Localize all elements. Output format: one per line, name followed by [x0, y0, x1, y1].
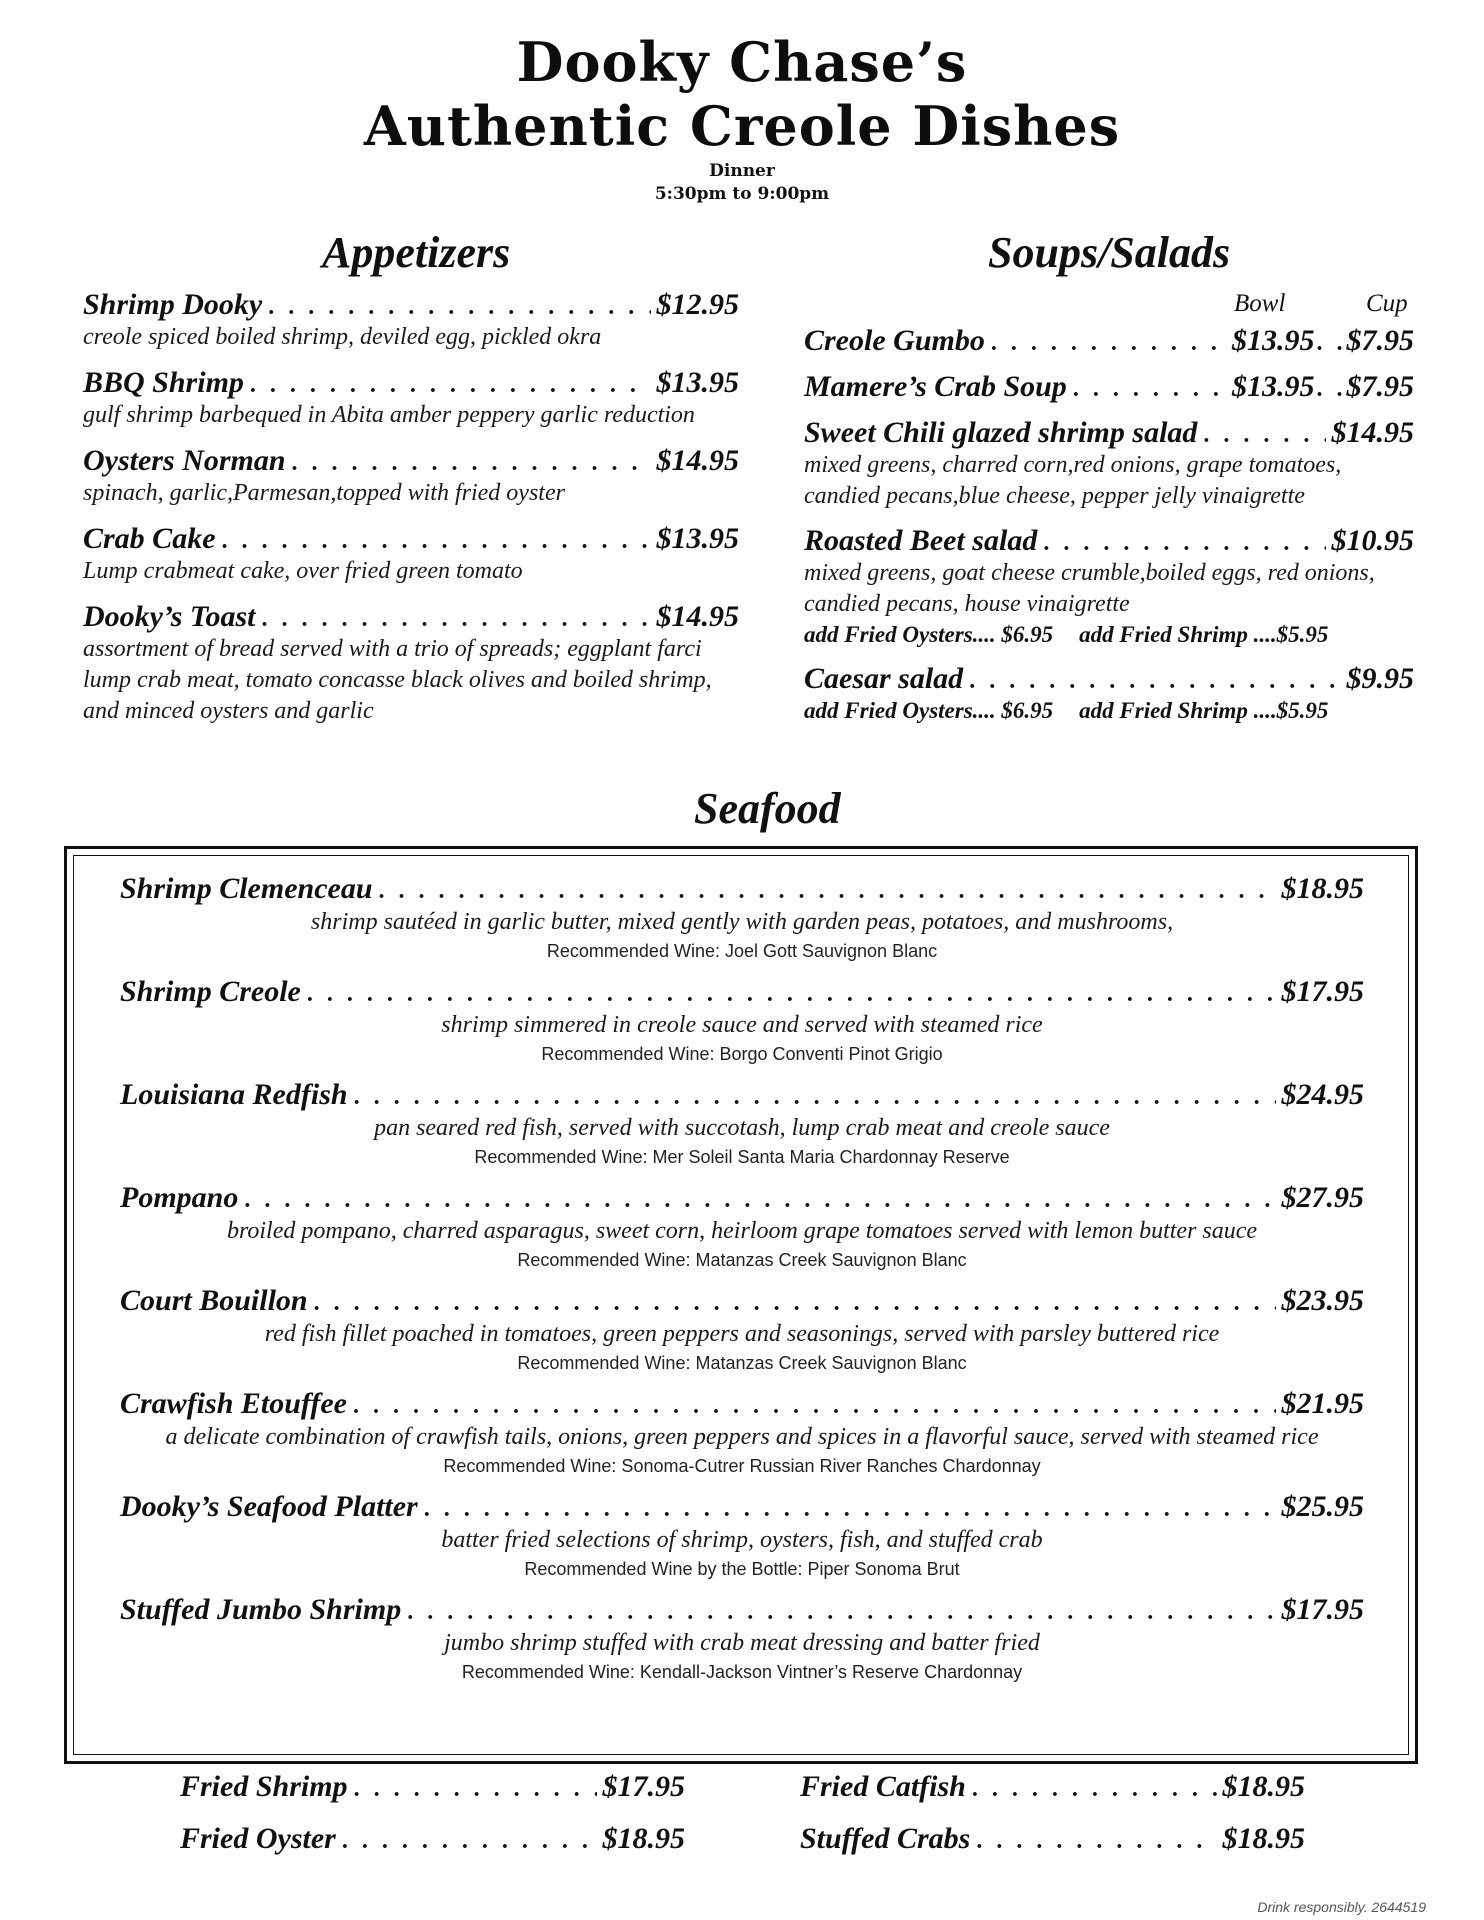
menu-row [120, 1078, 1364, 1112]
appetizer-item [83, 444, 739, 509]
dot-leader [424, 1497, 1276, 1521]
item-name: Louisiana Redfish [120, 1078, 348, 1111]
item-description: and minced oysters and garlic [83, 698, 374, 724]
item-name: Fried Shrimp [180, 1770, 348, 1803]
dot-leader [354, 1085, 1276, 1109]
dot-leader [1043, 531, 1325, 555]
item-price: $10.95 [1331, 524, 1414, 557]
item-name: Creole Gumbo [804, 324, 985, 357]
wine-recommendation: Recommended Wine: Joel Gott Sauvignon Blanc [546, 941, 938, 961]
dot-leader [976, 1829, 1216, 1853]
item-description: spinach, garlic,Parmesan,topped with fried oyster [83, 480, 565, 506]
seafood-item [120, 1181, 1364, 1272]
item-description: a delicate combination of crawfish tails, onions, green peppers and spices in a flavorful sauce, served with steamed rice [165, 1424, 1319, 1450]
item-price: $9.95 [1346, 662, 1414, 695]
fried-item [180, 1822, 685, 1874]
item-name: Roasted Beet salad [804, 524, 1038, 557]
fried-item [180, 1770, 685, 1822]
dot-leader [1317, 377, 1345, 401]
item-description: lump crab meat, tomato concasse black olives and boiled shrimp, [83, 667, 712, 693]
dot-leader [969, 669, 1340, 693]
item-description: mixed greens, charred corn,red onions, grape tomatoes, [804, 452, 1342, 478]
item-price: $24.95 [1281, 1078, 1364, 1111]
menu-row [804, 324, 1414, 358]
fried-item [800, 1770, 1305, 1822]
soups-salads-list [804, 324, 1414, 726]
addon-option: add Fried Oysters.... $6.95 [804, 622, 1054, 647]
item-price-cup: $7.95 [1346, 324, 1414, 357]
item-name: Fried Catfish [800, 1770, 966, 1803]
item-description: candied pecans,blue cheese, pepper jelly vinaigrette [804, 483, 1305, 509]
item-description: shrimp sautéed in garlic butter, mixed gently with garden peas, potatoes, and mushrooms, [310, 909, 1174, 935]
item-price: $21.95 [1281, 1387, 1364, 1420]
item-price: $14.95 [1331, 416, 1414, 449]
dot-leader [991, 331, 1226, 355]
seafood-item [120, 1284, 1364, 1375]
fried-item [800, 1822, 1305, 1874]
soups-salads-section [804, 284, 1414, 738]
wine-recommendation: Recommended Wine: Matanzas Creek Sauvignon Blanc [517, 1250, 967, 1270]
item-price: $18.95 [1222, 1770, 1305, 1803]
menu-row [120, 1387, 1364, 1421]
item-name: Crawfish Etouffee [120, 1387, 347, 1420]
item-price: $27.95 [1281, 1181, 1364, 1214]
item-name: Caesar salad [804, 662, 964, 695]
seafood-item [120, 975, 1364, 1066]
meal-label: Dinner [709, 161, 775, 181]
item-name: BBQ Shrimp [83, 366, 244, 399]
addon-option: add Fried Shrimp ....$5.95 [1079, 622, 1329, 647]
item-price: $23.95 [1281, 1284, 1364, 1317]
appetizer-item [83, 522, 739, 587]
item-description: gulf shrimp barbequed in Abita amber peppery garlic reduction [83, 402, 695, 428]
seafood-list [120, 872, 1364, 1696]
appetizer-item [83, 366, 739, 431]
item-name: Shrimp Dooky [83, 288, 263, 321]
dot-leader [379, 879, 1276, 903]
addon-line [804, 620, 1414, 650]
menu-row [804, 662, 1414, 696]
item-price: $13.95 [1232, 370, 1315, 403]
menu-row [83, 600, 739, 634]
item-price: $17.95 [1281, 1593, 1364, 1626]
dot-leader [407, 1600, 1275, 1624]
item-description: broiled pompano, charred asparagus, sweet corn, heirloom grape tomatoes served with lemon butter sauce [226, 1218, 1258, 1244]
item-price-cup: $7.95 [1346, 370, 1414, 403]
item-name: Fried Oyster [180, 1822, 336, 1855]
bowl-label: Bowl [1234, 290, 1286, 317]
seafood-heading: Seafood [694, 784, 841, 833]
menu-row [120, 1284, 1364, 1318]
item-price: $18.95 [1222, 1822, 1305, 1855]
item-description: batter fried selections of shrimp, oysters, fish, and stuffed crab [441, 1527, 1043, 1553]
menu-row [120, 1593, 1364, 1627]
wine-recommendation: Recommended Wine: Mer Soleil Santa Maria Chardonnay Reserve [474, 1147, 1010, 1167]
item-description: mixed greens, goat cheese crumble,boiled eggs, red onions, [804, 560, 1375, 586]
item-price: $13.95 [656, 522, 739, 555]
dot-leader [268, 295, 650, 319]
fried-list-left [180, 1770, 685, 1874]
dot-leader [222, 529, 651, 553]
appetizer-item [83, 288, 739, 353]
dot-leader [353, 1394, 1276, 1418]
item-name: Oysters Norman [83, 444, 286, 477]
item-price: $12.95 [656, 288, 739, 321]
soup-salad-item [804, 324, 1414, 358]
menu-row [83, 366, 739, 400]
addon-option: add Fried Oysters.... $6.95 [804, 698, 1054, 723]
item-price: $14.95 [656, 444, 739, 477]
dot-leader [342, 1829, 597, 1853]
item-name: Sweet Chili glazed shrimp salad [804, 416, 1198, 449]
menu-row [83, 444, 739, 478]
soup-salad-item [804, 416, 1414, 512]
item-name: Shrimp Clemenceau [120, 872, 373, 905]
addon-option: add Fried Shrimp ....$5.95 [1079, 698, 1329, 723]
menu-row [120, 1181, 1364, 1215]
fried-list-right [800, 1770, 1305, 1874]
cup-label: Cup [1366, 290, 1408, 317]
soup-salad-item [804, 662, 1414, 726]
wine-recommendation: Recommended Wine: Sonoma-Cutrer Russian River Ranches Chardonnay [443, 1456, 1041, 1476]
seafood-item [120, 1078, 1364, 1169]
item-description: creole spiced boiled shrimp, deviled egg, pickled okra [83, 324, 602, 350]
dot-leader [250, 373, 651, 397]
item-description: pan seared red fish, served with succotash, lump crab meat and creole sauce [374, 1115, 1110, 1141]
dot-leader [1203, 423, 1325, 447]
dot-leader [1317, 331, 1345, 355]
menu-row [804, 416, 1414, 450]
menu-row [804, 524, 1414, 558]
soup-salad-item [804, 524, 1414, 650]
restaurant-name: Dooky Chase’s [516, 30, 968, 94]
item-name: Pompano [120, 1181, 239, 1214]
item-description: jumbo shrimp stuffed with crab meat dressing and batter fried [444, 1630, 1040, 1656]
item-price: $17.95 [1281, 975, 1364, 1008]
dot-leader [307, 982, 1276, 1006]
size-header [804, 284, 1414, 324]
seafood-item [120, 1387, 1364, 1478]
soup-salad-item [804, 370, 1414, 404]
service-hours: 5:30pm to 9:00pm [654, 184, 830, 204]
item-name: Stuffed Jumbo Shrimp [120, 1593, 402, 1626]
menu-row [120, 1490, 1364, 1524]
menu-title: Authentic Creole Dishes [363, 94, 1121, 158]
item-name: Crab Cake [83, 522, 216, 555]
menu-row [120, 872, 1364, 906]
dot-leader [972, 1777, 1217, 1801]
item-description: shrimp simmered in creole sauce and served with steamed rice [441, 1012, 1043, 1038]
seafood-item [120, 1490, 1364, 1581]
item-price: $13.95 [1232, 324, 1315, 357]
item-name: Court Bouillon [120, 1284, 308, 1317]
appetizers-heading: Appetizers [322, 228, 511, 277]
item-price: $18.95 [602, 1822, 685, 1855]
seafood-item [120, 1593, 1364, 1684]
menu-header [0, 30, 1484, 206]
item-name: Dooky’s Seafood Platter [120, 1490, 418, 1523]
item-description: red fish fillet poached in tomatoes, green peppers and seasonings, served with parsley buttered rice [264, 1321, 1220, 1347]
seafood-item [120, 872, 1364, 963]
item-price: $14.95 [656, 600, 739, 633]
item-name: Mamere’s Crab Soup [804, 370, 1067, 403]
item-name: Shrimp Creole [120, 975, 301, 1008]
addon-line [804, 696, 1414, 726]
dot-leader [354, 1777, 597, 1801]
wine-recommendation: Recommended Wine by the Bottle: Piper Sonoma Brut [524, 1559, 960, 1579]
item-price: $13.95 [656, 366, 739, 399]
item-name: Dooky’s Toast [83, 600, 256, 633]
dot-leader [292, 451, 651, 475]
footer-note: Drink responsibly. 2644519 [1257, 1899, 1426, 1915]
menu-row [83, 288, 739, 322]
menu-row [120, 975, 1364, 1009]
soups-salads-heading: Soups/Salads [988, 228, 1231, 277]
wine-recommendation: Recommended Wine: Matanzas Creek Sauvignon Blanc [517, 1353, 967, 1373]
dot-leader [262, 607, 651, 631]
item-description: candied pecans, house vinaigrette [804, 591, 1130, 617]
dot-leader [244, 1188, 1275, 1212]
menu-row [804, 370, 1414, 404]
wine-recommendation: Recommended Wine: Kendall-Jackson Vintner’s Reserve Chardonnay [461, 1662, 1023, 1682]
dot-leader [1073, 377, 1226, 401]
item-name: Stuffed Crabs [800, 1822, 971, 1855]
item-description: Lump crabmeat cake, over fried green tomato [83, 558, 523, 584]
item-price: $17.95 [602, 1770, 685, 1803]
appetizers-list [83, 288, 739, 740]
dot-leader [314, 1291, 1276, 1315]
item-price: $25.95 [1281, 1490, 1364, 1523]
appetizer-item [83, 600, 739, 727]
menu-row [83, 522, 739, 556]
item-price: $18.95 [1281, 872, 1364, 905]
item-description: assortment of bread served with a trio of spreads; eggplant farci [83, 636, 702, 662]
wine-recommendation: Recommended Wine: Borgo Conventi Pinot Grigio [541, 1044, 943, 1064]
